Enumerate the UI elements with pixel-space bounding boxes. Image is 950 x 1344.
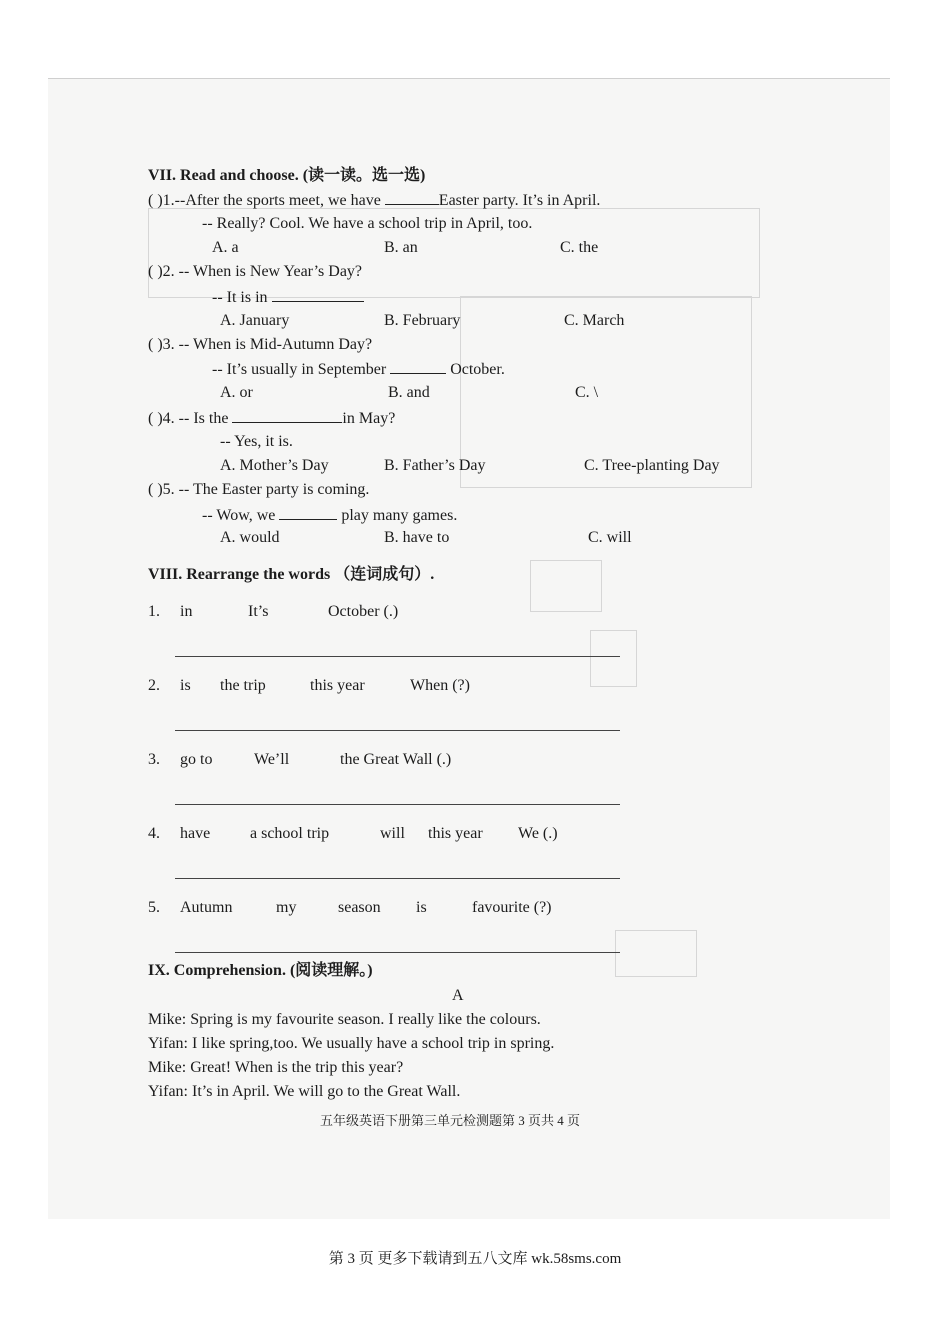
- section-9-heading: IX. Comprehension. (阅读理解。): [148, 962, 373, 979]
- word-card: go to: [180, 751, 213, 768]
- answer-line[interactable]: [175, 730, 620, 731]
- word-card: season: [338, 899, 381, 916]
- item-number: 2.: [148, 677, 160, 694]
- option: A. or: [220, 384, 253, 401]
- option: B. an: [384, 239, 418, 256]
- option: A. a: [212, 239, 239, 256]
- bleed-through-box: [615, 930, 697, 977]
- answer-line[interactable]: [175, 804, 620, 805]
- word-card: We (.): [518, 825, 558, 842]
- section-7-heading: VII. Read and choose. (读一读。选一选): [148, 167, 426, 184]
- question-4-stem-end: in May?: [342, 410, 396, 427]
- answer-blank[interactable]: [279, 505, 337, 520]
- option: A. Mother’s Day: [220, 457, 329, 474]
- word-card: It’s: [248, 603, 269, 620]
- word-card: is: [180, 677, 191, 694]
- question-2-reply: [212, 287, 364, 308]
- option: C. \: [575, 384, 599, 401]
- item-number: 4.: [148, 825, 160, 842]
- answer-blank[interactable]: [232, 408, 342, 423]
- word-card: have: [180, 825, 211, 842]
- option: B. February: [384, 312, 461, 329]
- dialogue-line: Mike: Spring is my favourite season. I really like the colours.: [148, 1011, 541, 1028]
- question-4-reply: -- Yes, it is.: [220, 433, 293, 450]
- answer-line[interactable]: [175, 656, 620, 657]
- question-4: [148, 408, 395, 429]
- word-card: the Great Wall (.): [340, 751, 452, 768]
- word-card: my: [276, 899, 297, 916]
- dialogue-line: Yifan: It’s in April. We will go to the Great Wall.: [148, 1083, 461, 1100]
- question-5-reply: [202, 505, 457, 526]
- question-2: ( )2. -- When is New Year’s Day?: [148, 263, 363, 280]
- word-card: October (.): [328, 603, 399, 620]
- option: C. will: [588, 529, 632, 546]
- option: A. January: [220, 312, 290, 329]
- item-number: 1.: [148, 603, 160, 620]
- dialogue-line: Yifan: I like spring,too. We usually have a school trip in spring.: [148, 1035, 555, 1052]
- site-footer: 第 3 页 更多下载请到五八文库 wk.58sms.com: [328, 1251, 622, 1267]
- question-3-reply-end: October.: [446, 361, 505, 378]
- word-card: When (?): [410, 677, 470, 694]
- option: C. the: [560, 239, 599, 256]
- bleed-through-box: [590, 630, 637, 687]
- section-8-heading: VIII. Rearrange the words （连词成句）.: [148, 566, 435, 583]
- word-card: this year: [310, 677, 365, 694]
- word-card: the trip: [220, 677, 266, 694]
- page-footer: 五年级英语下册第三单元检测题第 3 页共 4 页: [320, 1113, 581, 1128]
- option: C. Tree-planting Day: [584, 457, 720, 474]
- word-card: We’ll: [254, 751, 290, 768]
- passage-label: A: [452, 987, 464, 1004]
- question-1-stem-end: Easter party. It’s in April.: [438, 192, 601, 209]
- question-4-stem: ( )4. -- Is the: [148, 410, 233, 427]
- option: B. Father’s Day: [384, 457, 486, 474]
- question-5: ( )5. -- The Easter party is coming.: [148, 481, 370, 498]
- word-card: in: [180, 603, 193, 620]
- word-card: will: [380, 825, 405, 842]
- word-card: a school trip: [250, 825, 330, 842]
- word-card: this year: [428, 825, 483, 842]
- item-number: 3.: [148, 751, 160, 768]
- answer-line[interactable]: [175, 952, 620, 953]
- question-1: [148, 190, 600, 211]
- item-number: 5.: [148, 899, 160, 916]
- option: B. and: [388, 384, 430, 401]
- word-card: Autumn: [180, 899, 233, 916]
- answer-blank[interactable]: [385, 190, 439, 205]
- question-1-reply: -- Really? Cool. We have a school trip in April, too.: [202, 215, 533, 232]
- word-card: favourite (?): [472, 899, 552, 916]
- option: B. have to: [384, 529, 450, 546]
- answer-blank[interactable]: [390, 359, 446, 374]
- word-card: is: [416, 899, 427, 916]
- question-5-reply-text: -- Wow, we: [202, 507, 280, 524]
- question-3: ( )3. -- When is Mid-Autumn Day?: [148, 336, 373, 353]
- answer-blank[interactable]: [272, 287, 364, 302]
- question-3-reply-text: -- It’s usually in September: [212, 361, 391, 378]
- question-5-reply-end: play many games.: [337, 507, 458, 524]
- option: C. March: [564, 312, 625, 329]
- answer-line[interactable]: [175, 878, 620, 879]
- bleed-through-box: [530, 560, 602, 612]
- option: A. would: [220, 529, 280, 546]
- dialogue-line: Mike: Great! When is the trip this year?: [148, 1059, 404, 1076]
- question-3-reply: [212, 359, 505, 380]
- question-2-reply-text: -- It is in: [212, 289, 272, 306]
- question-1-stem: ( )1.--After the sports meet, we have: [148, 192, 385, 209]
